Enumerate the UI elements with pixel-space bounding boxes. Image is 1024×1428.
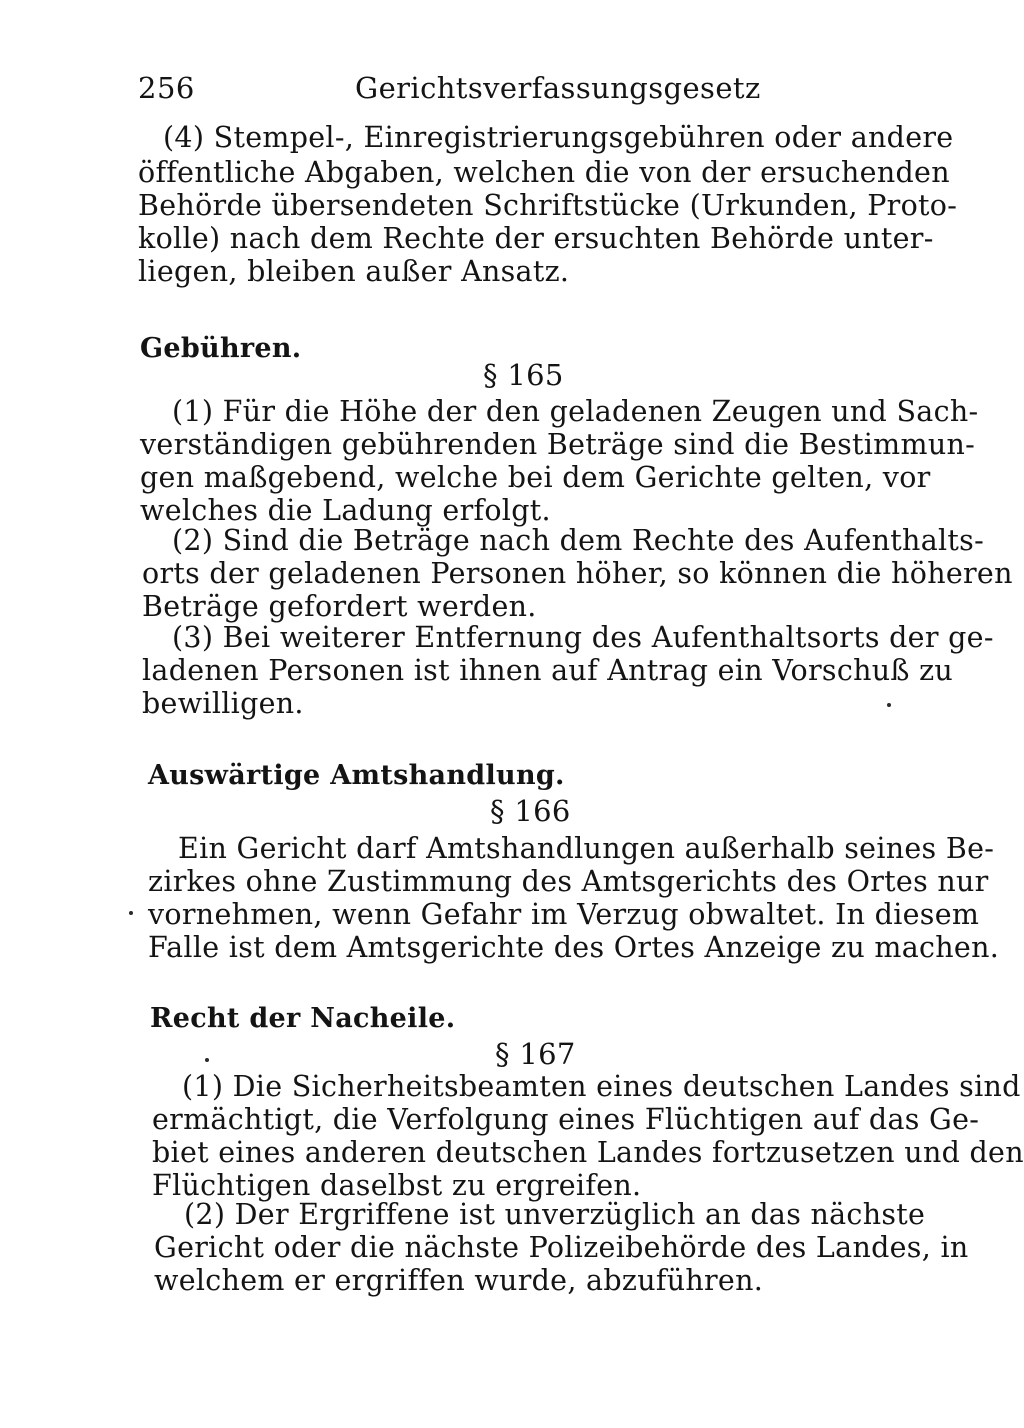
paragraph-line: welchem er ergriffen wurde, abzuführen. [154,1264,764,1297]
scan-speck [205,1058,209,1062]
page-header [138,70,908,110]
paragraph-165-3-first-line [172,621,994,654]
paragraph-line: (1) Für die Höhe der den geladenen Zeugen und Sach- [172,395,979,428]
paragraph-166 [148,865,1000,964]
paragraph-line: kolle) nach dem Rechte der ersuchten Behörde unter- [138,222,934,255]
section-number-165: § 165 [483,358,564,392]
running-title: Gerichtsverfassungsgesetz [355,71,761,105]
paragraph-167-1-first-line [182,1070,1021,1103]
section-heading-gebuehren: Gebühren. [140,333,302,364]
page-number: 256 [138,71,195,105]
paragraph-line: Flüchtigen daselbst zu ergreifen. [152,1169,642,1202]
section-heading-recht-der-nacheile: Recht der Nacheile. [150,1003,456,1034]
paragraph-line: (2) Der Ergriffene ist unverzüglich an das nächste [184,1198,926,1231]
paragraph-line: orts der geladenen Personen höher, so können die höheren [142,557,1013,590]
paragraph-line: Beträge gefordert werden. [142,590,537,623]
paragraph-167-2 [154,1231,969,1297]
paragraph-line: (2) Sind die Beträge nach dem Rechte des Aufenthalts- [172,524,985,557]
paragraph-line: Ein Gericht darf Amtshandlungen außerhalb seines Be- [178,832,995,865]
paragraph-line: Gericht oder die nächste Polizeibehörde des Landes, in [154,1231,969,1264]
section-number-166: § 166 [490,794,571,828]
paragraph-line: bewilligen. [142,687,304,720]
paragraph-line: welches die Ladung erfolgt. [140,494,551,527]
paragraph-line: biet eines anderen deutschen Landes fortzusetzen und den [152,1136,1024,1169]
paragraph-line: Behörde übersendeten Schriftstücke (Urkunden, Proto- [138,189,958,222]
paragraph-line: (3) Bei weiterer Entfernung des Aufenthaltsorts der ge- [172,621,994,654]
section-heading-auswaertige-amtshandlung: Auswärtige Amtshandlung. [148,760,565,791]
paragraph-165-1 [140,428,976,527]
paragraph-line: zirkes ohne Zustimmung des Amtsgerichts des Ortes nur [148,865,989,898]
paragraph-165-3 [142,654,954,720]
paragraph-line: Falle ist dem Amtsgerichte des Ortes Anzeige zu machen. [148,931,1000,964]
paragraph-165-2-first-line [172,524,985,557]
scan-speck [887,703,891,707]
intro-paragraph-first-line [163,121,954,154]
paragraph-line: liegen, bleiben außer Ansatz. [138,255,570,288]
paragraph-166-first-line [178,832,995,865]
paragraph-167-2-first-line [184,1198,926,1231]
paragraph-line: öffentliche Abgaben, welchen die von der ersuchenden [138,156,950,189]
paragraph-line: gen maßgebend, welche bei dem Gerichte gelten, vor [140,461,931,494]
scan-speck [129,911,133,915]
paragraph-line: ladenen Personen ist ihnen auf Antrag ein Vorschuß zu [142,654,954,687]
intro-paragraph [138,156,958,288]
paragraph-line: verständigen gebührenden Beträge sind die Bestimmun- [140,428,976,461]
section-number-167: § 167 [495,1037,576,1071]
paragraph-line: vornehmen, wenn Gefahr im Verzug obwaltet. In diesem [148,898,980,931]
paragraph-line: (4) Stempel-, Einregistrierungsgebühren oder andere [163,121,954,154]
paragraph-167-1 [152,1103,1024,1202]
paragraph-line: ermächtigt, die Verfolgung eines Flüchtigen auf das Ge- [152,1103,980,1136]
paragraph-165-2 [142,557,1013,623]
paragraph-line: (1) Die Sicherheitsbeamten eines deutschen Landes sind [182,1070,1021,1103]
paragraph-165-1-first-line [172,395,979,428]
